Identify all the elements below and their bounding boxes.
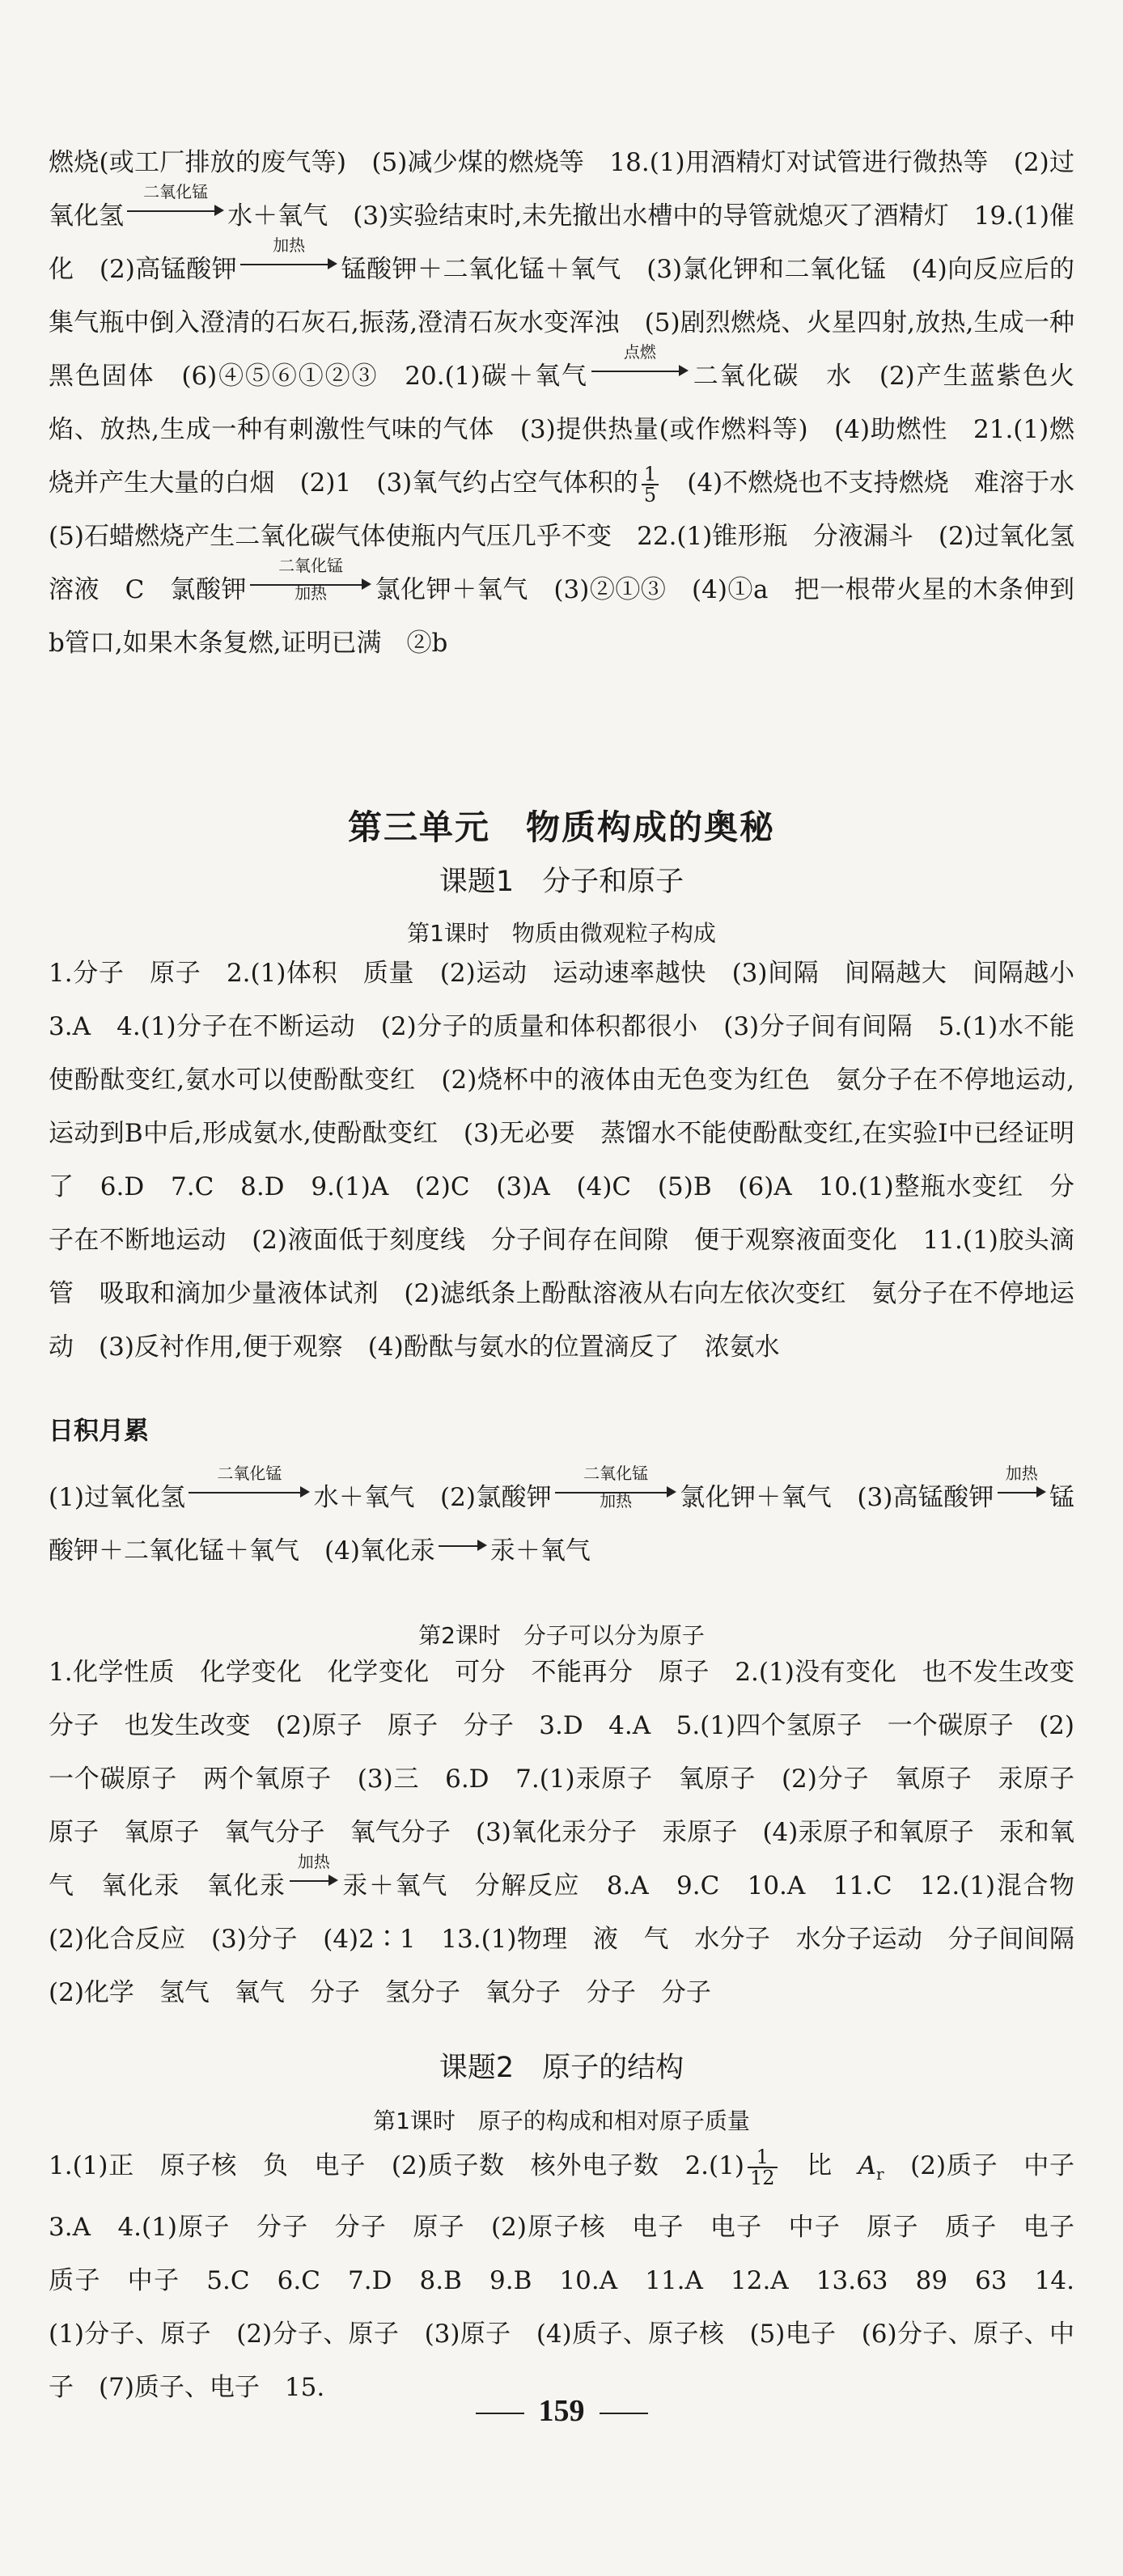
- reaction-arrow: 点燃: [591, 359, 689, 384]
- period-title: 第2课时 分子可以分为原子: [418, 1622, 705, 1649]
- period2-answers: 1.化学性质 化学变化 化学变化 可分 不能再分 原子 2.(1)没有变化 也不发生改变 分子 也发生改变 (2)原子 原子 分子 3.D 4.A 5.(1)四个氢原子 一个碳原子 (2)一个碳原子 两个氧原子 (3)三 6.D 7.(1)汞原子 氧原子 (2)分子 氧原子 汞原子 原子 氧原子 氧气分子 氧气分子 (3)氧化汞分子 汞原子 (4)汞原子和氧原子 汞和氧气 氧化汞 氧化汞 加热 汞＋氧气 分解反应 8.A 9.C 10.A 11.C 12.(1)混合物 (2)化合反应 (3)分子 (4)2∶1 13.(1)物理 液 气 水分子 水分子运动 分子间间隔 (2)化学 氢气 氧气 分子 氢分子 氧分子 分子 分子: [49, 1658, 1100, 2007]
- side-heading: 日积月累: [49, 1417, 149, 1446]
- riji-equations: (1)过氧化氢 二氧化锰 水＋氧气 (2)氯酸钾 二氧化锰 加热 氯化钾＋氧气 (3)高锰酸钾 加热 锰酸钾＋二氧化锰＋氧气 (4)氧化汞 汞＋氧气: [49, 1464, 1075, 1566]
- reaction-arrow: 加热: [290, 1869, 338, 1894]
- reaction-arrow: 二氧化锰: [127, 199, 224, 224]
- fraction: $\frac{1}{5}$: [642, 464, 659, 505]
- page-number: 159: [49, 2393, 1074, 2429]
- reaction-arrow: 二氧化锰 加热: [555, 1481, 676, 1506]
- period1-answers: 1.分子 原子 2.(1)体积 质量 (2)运动 运动速率越快 (3)间隔 间隔越大 间隔越小 3.A 4.(1)分子在不断运动 (2)分子的质量和体积都很小 (3)分子间有间隔 5.(1)水不能使酚酞变红,氨水可以使酚酞变红 (2)烧杯中的液体由无色变为红色 氨分子在不停地运动,运动到B中后,形成氨水,使酚酞变红 (3)无必要 蒸馏水不能使酚酞变红,在实验Ⅰ中已经证明了 6.D 7.C 8.D 9.(1)A (2)C (3)A (4)C (5)B (6)A 10.(1)整瓶水变红 分子在不断地运动 (2)液面低于刻度线 分子间存在间隙 便于观察液面变化 11.(1)胶头滴管 吸取和滴加少量液体试剂 (2)滤纸条上酚酞溶液从右向左依次变红 氨分子在不停地运动 (3)反衬作用,便于观察 (4)酚酞与氨水的位置滴反了 浓氨水: [49, 959, 1100, 1362]
- reaction-arrow: [439, 1534, 487, 1559]
- reaction-arrow: 加热: [998, 1481, 1046, 1506]
- reaction-arrow: 二氧化锰 加热: [250, 573, 371, 598]
- reaction-arrow: 加热: [240, 252, 337, 278]
- fraction: $\frac{1}{12}$: [748, 2147, 778, 2188]
- continued-answers-paragraph: 燃烧(或工厂排放的废气等) (5)减少煤的燃烧等 18.(1)用酒精灯对试管进行微热等 (2)过氧化氢 二氧化锰 水＋氧气 (3)实验结束时,未先撤出水槽中的导管就熄灭了酒精灯 19.(1)催化 (2)高锰酸钾 加热 锰酸钾＋二氧化锰＋氧气 (3)氯化钾和二氧化锰 (4)向反应后的集气瓶中倒入澄清的石灰石,振荡,澄清石灰水变浑浊 (5)剧烈燃烧、火星四射,放热,生成一种黑色固体 (6)④⑤⑥①②③ 20.(1)碳＋氧气 点燃 二氧化碳 水 (2)产生蓝紫色火焰、放热,生成一种有刺激性气味的气体 (3)提供热量(或作燃料等) (4)助燃性 21.(1)燃烧并产生大量的白烟 (2)1 (3)氧气约占空气体积的 $\frac{1}{5}$ (4)不燃烧也不支持燃烧 难溶于水 (5)石蜡燃烧产生二氧化碳气体使瓶内气压几乎不变 22.(1)锥形瓶 分液漏斗 (2)过氧化氢溶液 C 氯酸钾 二氧化锰 加热 氯化钾＋氧气 (3)②①③ (4)①a 把一根带火星的木条伸到b管口,如果木条复燃,证明已满 ②b: [49, 148, 1100, 658]
- lesson-title: 课题2 原子的结构: [439, 2052, 684, 2084]
- lesson2-answers: 1.(1)正 原子核 负 电子 (2)质子数 核外电子数 2.(1) $\frac{1}{12}$ 比 $A_r$ (2)质子 中子 3.A 4.(1)原子 分子 分子 原子 (2)原子核 电子 电子 中子 原子 质子 电子 质子 中子 5.C 6.C 7.D 8.B 9.B 10.A 11.A 12.A 13.63 89 63 14.(1)分子、原子 (2)分子、原子 (3)原子 (4)质子、原子核 (5)电子 (6)分子、原子、中子 (7)质子、电子 15.: [49, 2145, 1100, 2403]
- lesson-title: 课题1 分子和原子: [439, 866, 684, 898]
- period-title: 第1课时 物质由微观粒子构成: [407, 920, 716, 947]
- period-title: 第1课时 原子的构成和相对原子质量: [373, 2108, 750, 2134]
- reaction-arrow: 二氧化锰: [189, 1481, 310, 1506]
- unit-title: 第三单元 物质构成的奥秘: [347, 807, 775, 847]
